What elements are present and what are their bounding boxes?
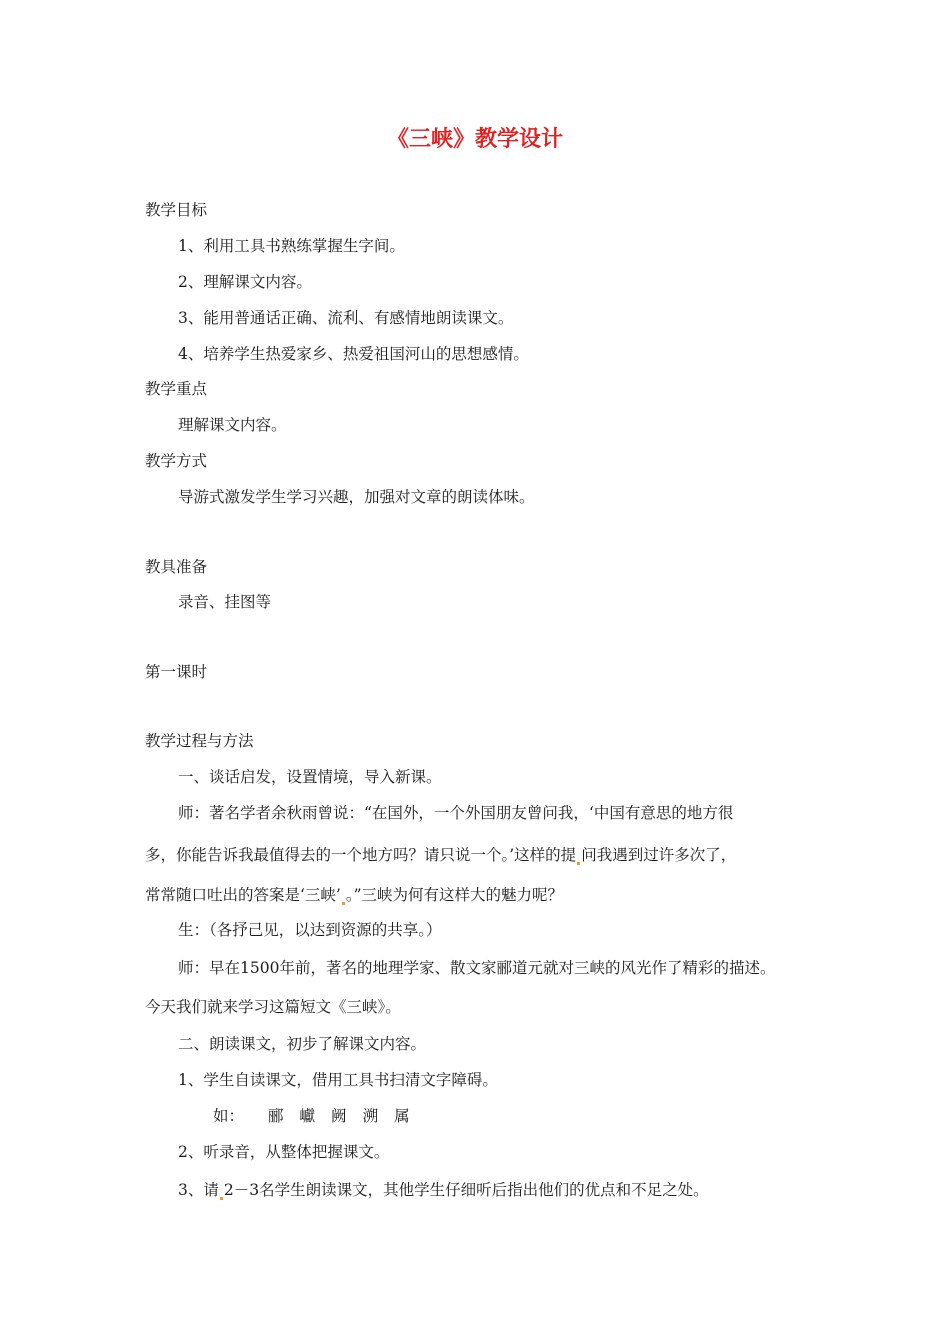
teacher-paragraph-line <box>145 885 563 905</box>
section-heading-objectives: 教学目标 <box>145 201 208 219</box>
example-char: 属 <box>394 1107 410 1125</box>
teacher-paragraph-line: 师：著名学者余秋雨曾说：“在国外，一个外国朋友曾问我，‘中国有意思的地方很 <box>178 804 734 822</box>
example-char: 溯 <box>362 1107 379 1125</box>
example-char: 巘 <box>299 1107 316 1125</box>
step1-heading: 一、谈话启发，设置情境，导入新课。 <box>178 768 442 786</box>
key-points-text: 理解课文内容。 <box>178 416 287 434</box>
text-segment: 3、请 <box>178 1181 219 1199</box>
example-label: 如： <box>213 1107 245 1125</box>
text-segment: 2－3名学生朗读课文，其他学生仔细听后指出他们的优点和不足之处。 <box>223 1181 709 1199</box>
step2-heading: 二、朗读课文，初步了解课文内容。 <box>178 1035 427 1053</box>
objective-item: 1、利用工具书熟练掌握生字间。 <box>178 237 405 255</box>
text-segment: 。”三峡为何有这样大的魅力呢？ <box>345 886 564 904</box>
text-segment: 常常随口吐出的答案是‘三峡’ <box>145 886 341 904</box>
section-heading-key-points: 教学重点 <box>145 380 208 398</box>
section-heading-method: 教学方式 <box>145 452 208 470</box>
text-segment: 问我遇到过许多次了， <box>581 846 737 864</box>
objective-item: 2、理解课文内容。 <box>178 273 312 291</box>
example-char: 郦 <box>268 1107 284 1125</box>
teacher-paragraph-line: 今天我们就来学习这篇短文《三峡》。 <box>145 998 401 1016</box>
mark-dot <box>220 1197 223 1200</box>
document-title: 《三峡》教学设计 <box>386 127 563 152</box>
substep-item <box>178 1180 709 1200</box>
lesson-heading: 第一课时 <box>145 663 208 681</box>
objective-item: 3、能用普通话正确、流利、有感情地朗读课文。 <box>178 309 514 327</box>
section-heading-process: 教学过程与方法 <box>145 732 254 750</box>
tools-text: 录音、挂图等 <box>178 593 272 611</box>
example-chars <box>213 1106 426 1126</box>
student-paragraph: 生：（各抒己见，以达到资源的共享。） <box>178 921 442 939</box>
teacher-paragraph-line: 师：早在1500年前，著名的地理学家、散文家郦道元就对三峡的风光作了精彩的描述。 <box>178 959 776 977</box>
mark-dot <box>342 902 345 905</box>
objective-item: 4、培养学生热爱家乡、热爱祖国河山的思想感情。 <box>178 345 529 363</box>
substep-item: 1、学生自读课文，借用工具书扫清文字障碍。 <box>178 1071 498 1089</box>
method-text: 导游式激发学生学习兴趣，加强对文章的朗读体味。 <box>178 488 535 506</box>
text-segment: 多，你能告诉我最值得去的一个地方吗？请只说一个。’这样的提 <box>145 846 577 864</box>
teacher-paragraph-line <box>145 845 736 865</box>
substep-item: 2、听录音，从整体把握课文。 <box>178 1143 390 1161</box>
section-heading-tools: 教具准备 <box>145 558 208 576</box>
example-char: 阙 <box>331 1107 347 1125</box>
mark-dot <box>577 862 580 865</box>
